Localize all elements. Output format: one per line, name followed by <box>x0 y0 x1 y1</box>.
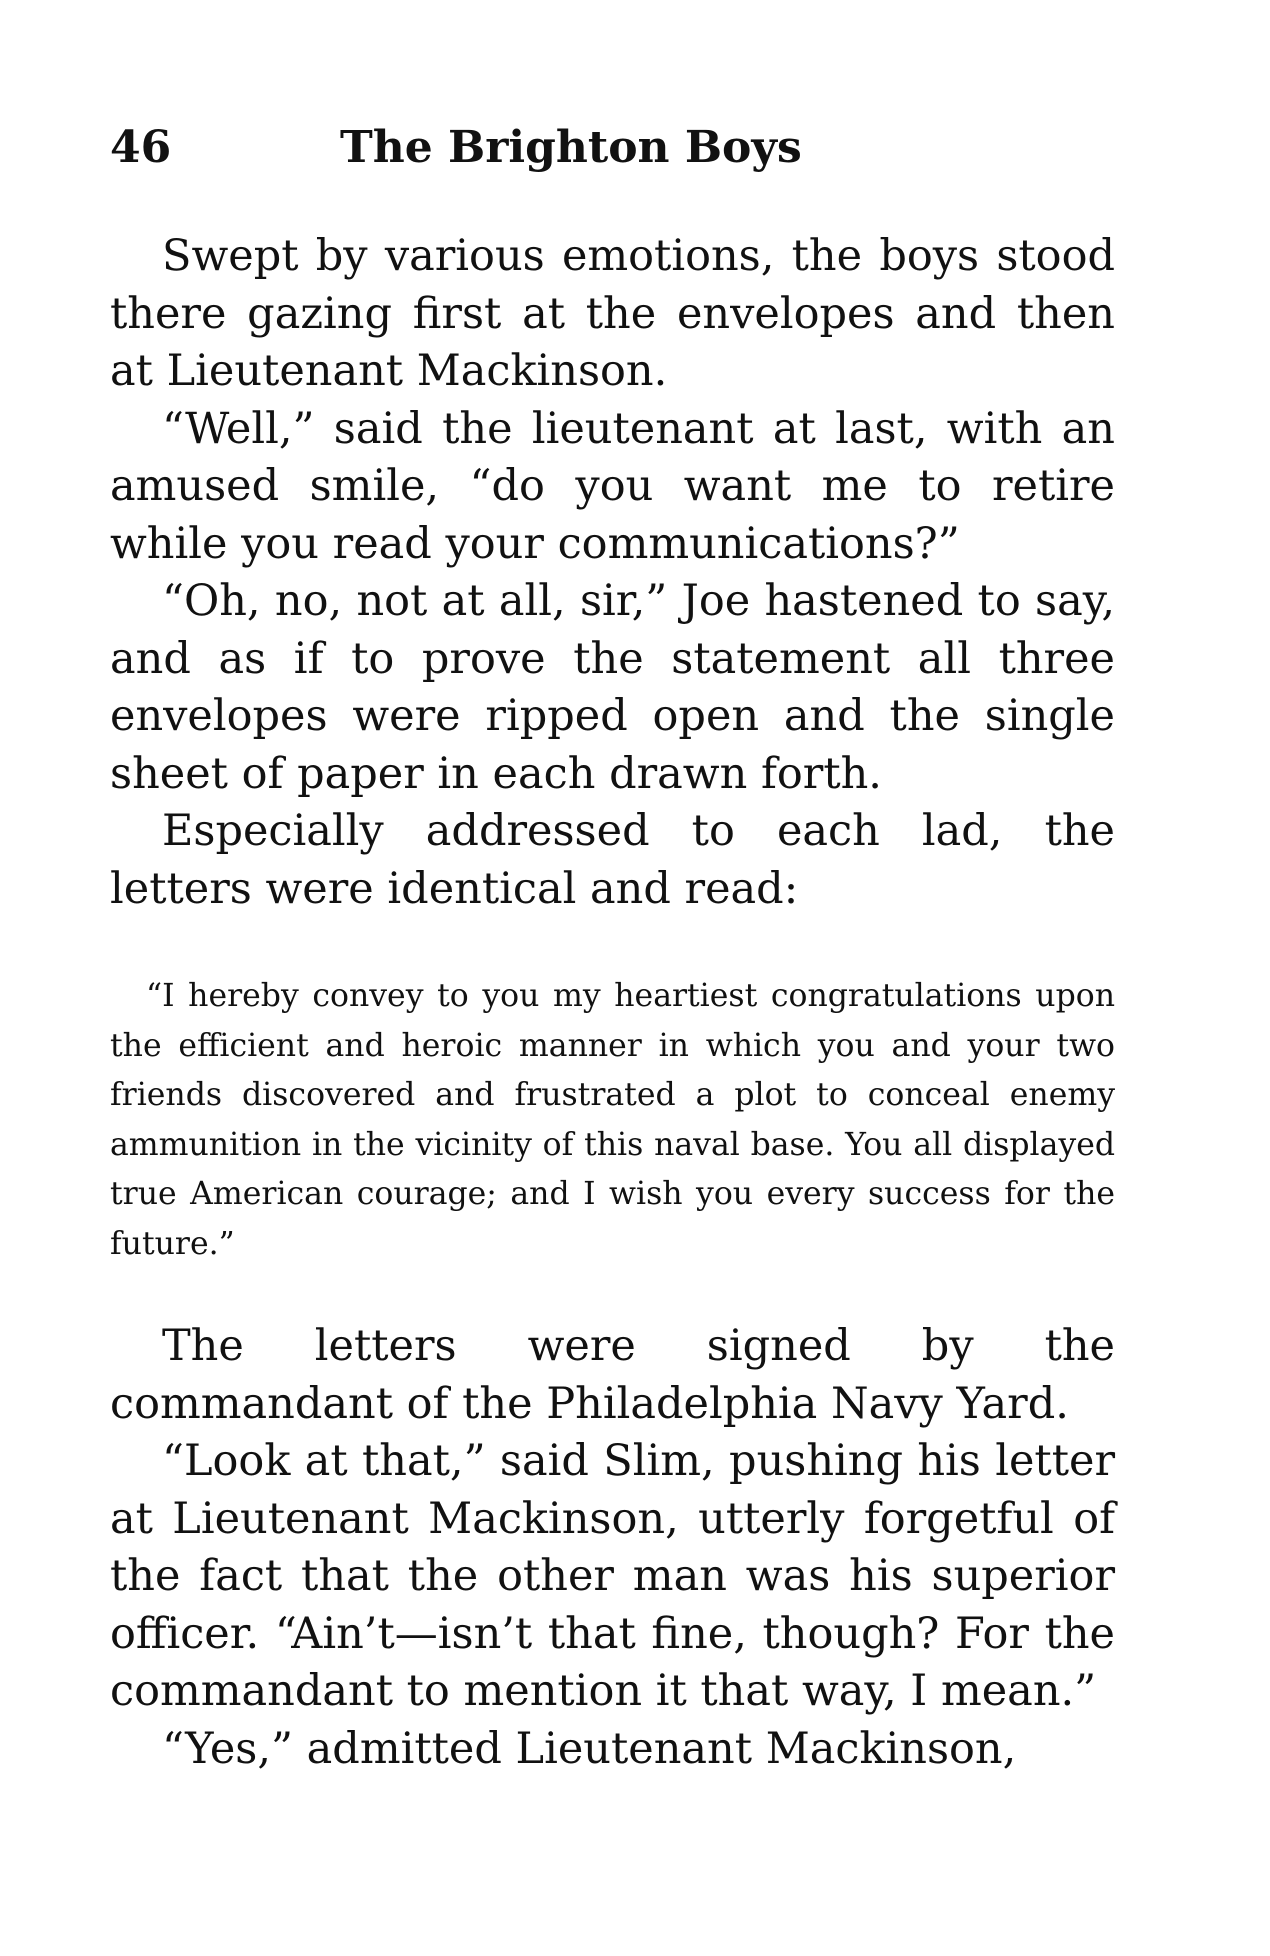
paragraph: The letters were signed by the commandant of the Philadelphia Navy Yard. <box>110 1321 1115 1429</box>
paragraph: Especially addressed to each lad, the letters were identical and read: <box>110 806 1115 914</box>
body-text-after-letter <box>110 1318 1115 1778</box>
paragraph: “Well,” said the lieutenant at last, with an amused smile, “do you want me to retire while you read your communications?” <box>110 403 1115 569</box>
paragraph: Swept by various emotions, the boys stood there gazing first at the envelopes and then at Lieutenant Mackinson. <box>110 231 1115 396</box>
running-title: The Brighton Boys <box>340 122 802 173</box>
quoted-letter <box>110 972 1115 1270</box>
page-number: 46 <box>110 122 172 173</box>
body-text-before-letter <box>110 228 1115 918</box>
letter-text: “I hereby convey to you my heartiest congratulations upon the efficient and heroic manner in which you and your two friends discovered and frustrated a plot to conceal enemy ammunition in the vicinity of this naval base. You all displayed true American courage; and I wish you every success for the future.” <box>110 978 1115 1262</box>
paragraph: “Yes,” admitted Lieutenant Mackinson, <box>162 1723 1017 1774</box>
paragraph: “Look at that,” said Slim, pushing his letter at Lieutenant Mackinson, utterly forgetful of the fact that the other man was his superior officer. “Ain’t—isn’t that fine, though? For the commandant to mention it that way, I mean.” <box>110 1436 1115 1716</box>
paragraph: “Oh, no, not at all, sir,” Joe hastened to say, and as if to prove the statement all three envelopes were ripped open and the single sheet of paper in each drawn forth. <box>110 576 1115 799</box>
page-header <box>110 118 1110 178</box>
